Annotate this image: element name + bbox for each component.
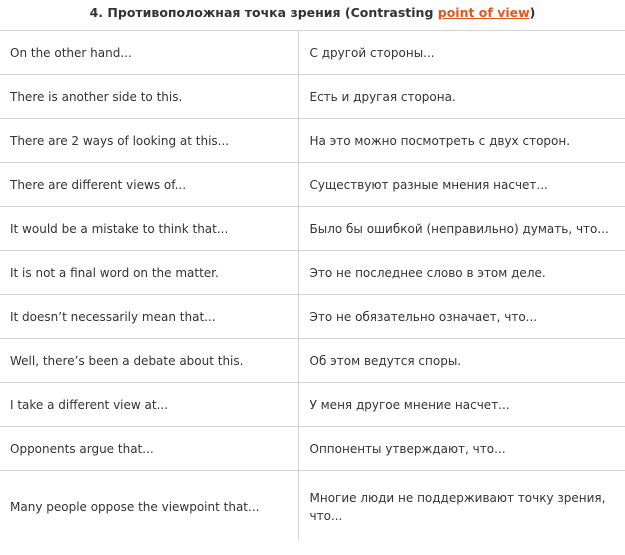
table-row bbox=[0, 119, 625, 163]
russian-translation: Это не обязательно означает, что... bbox=[298, 295, 625, 339]
table-row bbox=[0, 471, 625, 541]
russian-translation: Есть и другая сторона. bbox=[298, 75, 625, 119]
heading-text: 4. Противоположная точка зрения (Contrasting bbox=[89, 5, 438, 20]
english-phrase: On the other hand... bbox=[0, 31, 298, 75]
english-phrase: There is another side to this. bbox=[0, 75, 298, 119]
russian-translation: Многие люди не поддерживают точку зрения, что... bbox=[309, 490, 606, 523]
russian-translation: Это не последнее слово в этом деле. bbox=[298, 251, 625, 295]
table-row bbox=[0, 295, 625, 339]
table-row bbox=[0, 75, 625, 119]
table-row bbox=[0, 31, 625, 75]
russian-translation: На это можно посмотреть с двух сторон. bbox=[298, 119, 625, 163]
table-row bbox=[0, 207, 625, 251]
table-row bbox=[0, 427, 625, 471]
point-of-view-link[interactable]: point of view bbox=[437, 5, 530, 20]
russian-translation: Существуют разные мнения насчет... bbox=[298, 163, 625, 207]
english-phrase: It would be a mistake to think that... bbox=[0, 207, 298, 251]
english-phrase: It is not a final word on the matter. bbox=[0, 251, 298, 295]
english-phrase: Well, there’s been a debate about this. bbox=[0, 339, 298, 383]
table-row bbox=[0, 383, 625, 427]
english-phrase: There are different views of... bbox=[0, 163, 298, 207]
russian-translation: У меня другое мнение насчет... bbox=[298, 383, 625, 427]
table-row bbox=[0, 251, 625, 295]
table-row bbox=[0, 339, 625, 383]
russian-translation: Об этом ведутся споры. bbox=[298, 339, 625, 383]
section-heading bbox=[0, 0, 625, 30]
russian-translation: Оппоненты утверждают, что... bbox=[298, 427, 625, 471]
english-phrase: Opponents argue that... bbox=[0, 427, 298, 471]
table-row bbox=[0, 163, 625, 207]
english-phrase: Many people oppose the viewpoint that... bbox=[0, 471, 298, 541]
russian-translation: Было бы ошибкой (неправильно) думать, что... bbox=[298, 207, 625, 251]
english-phrase: It doesn’t necessarily mean that... bbox=[0, 295, 298, 339]
russian-translation: С другой стороны... bbox=[298, 31, 625, 75]
english-phrase: There are 2 ways of looking at this... bbox=[0, 119, 298, 163]
phrases-table bbox=[0, 30, 625, 541]
english-phrase: I take a different view at... bbox=[0, 383, 298, 427]
heading-suffix: ) bbox=[529, 5, 536, 20]
